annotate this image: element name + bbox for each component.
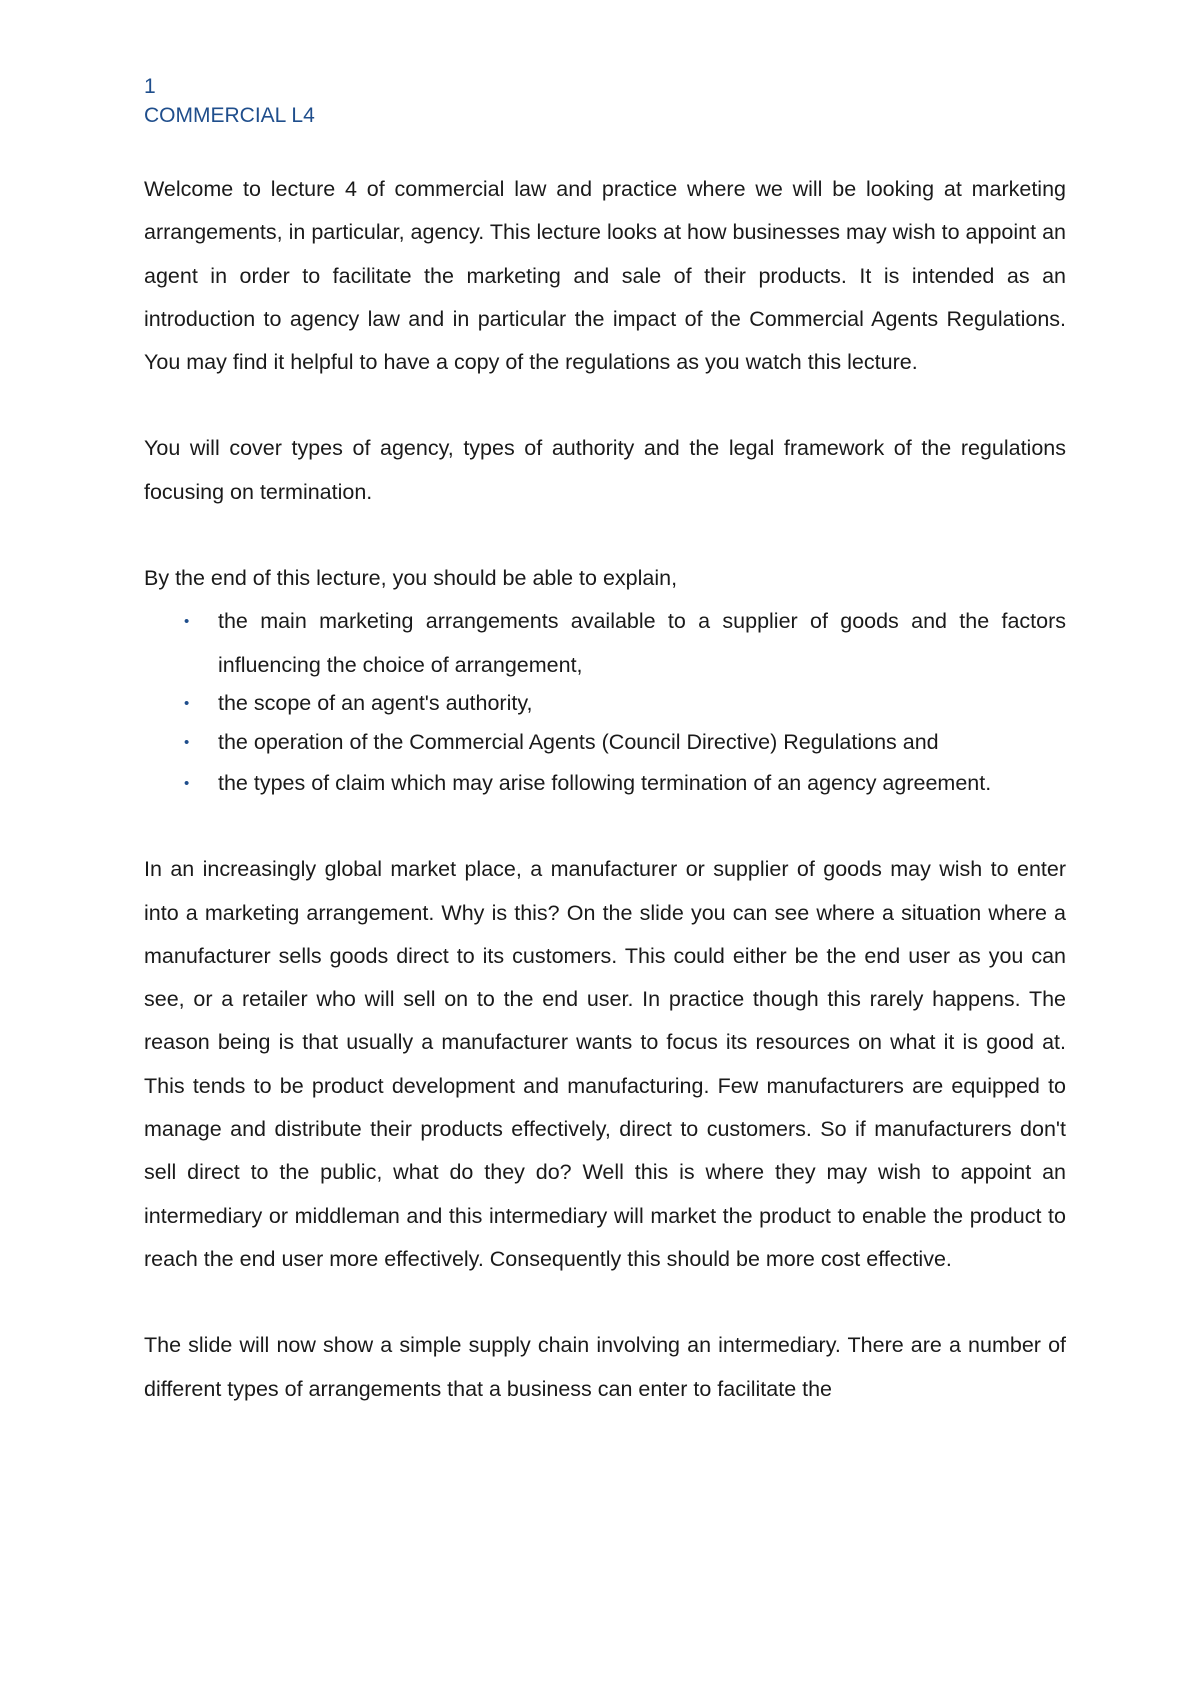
paragraph-spacer	[144, 805, 1066, 848]
objectives-lead-in: By the end of this lecture, you should be able to explain,	[144, 566, 678, 591]
coverage-paragraph: You will cover types of agency, types of authority and the legal framework of the regulations focusing on termination.	[144, 436, 1066, 504]
document-body	[144, 168, 1066, 1411]
paragraph-spacer	[144, 1281, 1066, 1324]
page-header	[144, 72, 315, 130]
document-title: COMMERCIAL L4	[144, 104, 315, 127]
objective-text: the main marketing arrangements available to a supplier of goods and the factors influencing the choice of arrangement,	[218, 609, 1066, 677]
bullet-icon: •	[184, 694, 190, 712]
objective-item	[144, 600, 1066, 687]
bullet-icon: •	[184, 774, 190, 792]
objective-item	[144, 762, 1066, 805]
objective-text: the scope of an agent's authority,	[218, 690, 533, 715]
bullet-icon: •	[184, 613, 190, 631]
paragraph-spacer	[144, 384, 1066, 427]
market-paragraph: In an increasingly global market place, a manufacturer or supplier of goods may wish to enter into a marketing arrangement. Why is this? On the slide you can see where a situation where a manufacturer sells goods direct to its customers. This could either be the end user as you can see, or a retailer who will sell on to the end user. In practice though this rarely happens. The reason being is that usually a manufacturer wants to focus its resources on what it is good at. This tends to be product development and manufacturing. Few manufacturers are equipped to manage and distribute their products effectively, direct to customers. So if manufacturers don't sell direct to the public, what do they do? Well this is where they may wish to appoint an intermediary or middleman and this intermediary will market the product to enable the product to reach the end user more effectively. Consequently this should be more cost effective.	[144, 857, 1066, 1271]
objectives-list	[144, 600, 1066, 805]
objective-item	[144, 684, 1066, 723]
page-number: 1	[144, 75, 156, 98]
objective-item	[144, 723, 1066, 762]
paragraph-spacer	[144, 514, 1066, 557]
objective-text: the types of claim which may arise following termination of an agency agreement.	[218, 770, 992, 795]
intro-paragraph: Welcome to lecture 4 of commercial law and practice where we will be looking at marketing arrangements, in particular, agency. This lecture looks at how businesses may wish to appoint an agent in order to facilitate the marketing and sale of their products. It is intended as an introduction to agency law and in particular the impact of the Commercial Agents Regulations. You may find it helpful to have a copy of the regulations as you watch this lecture.	[144, 177, 1066, 375]
supply-chain-paragraph: The slide will now show a simple supply chain involving an intermediary. There are a number of different types of arrangements that a business can enter to facilitate the	[144, 1333, 1066, 1401]
objective-text: the operation of the Commercial Agents (Council Directive) Regulations and	[218, 729, 939, 754]
bullet-icon: •	[184, 733, 190, 751]
